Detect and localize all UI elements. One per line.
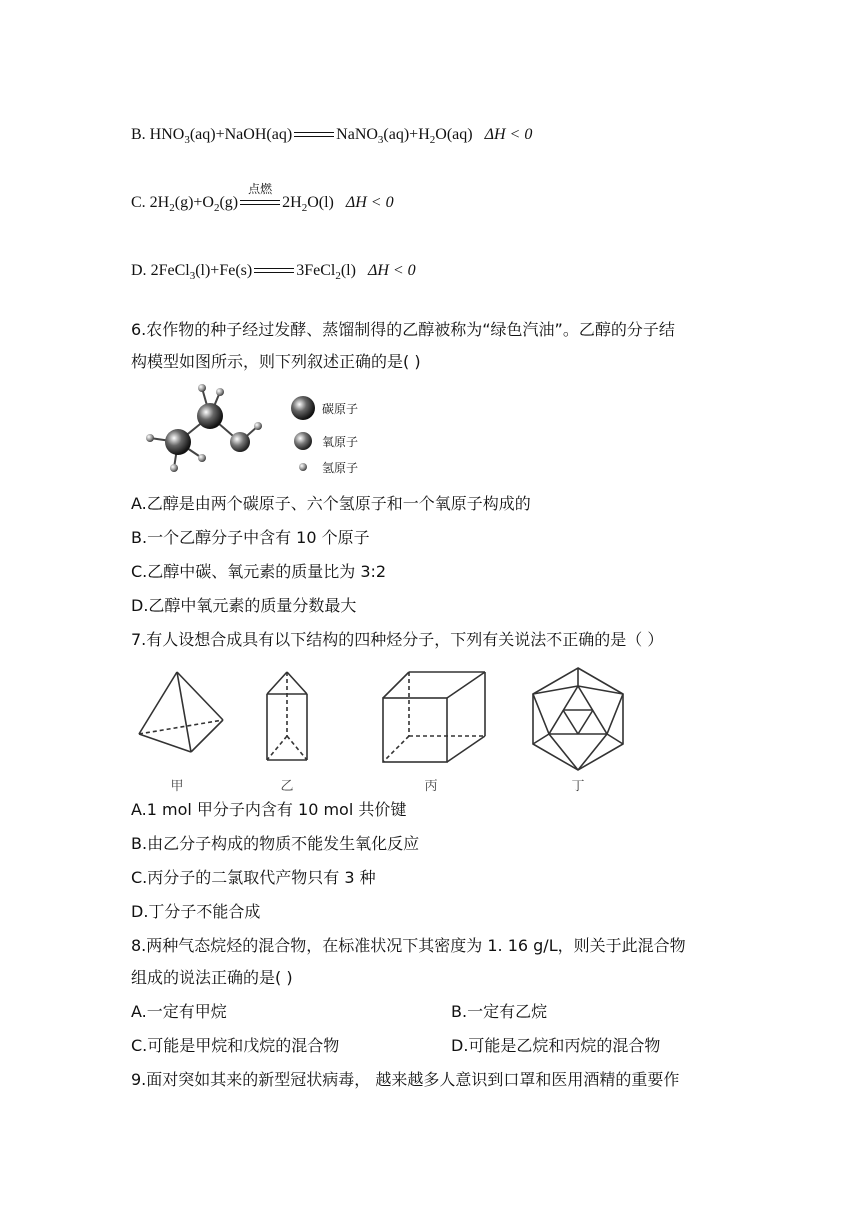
q8-stem-line1: 8.两种气态烷烃的混合物，在标准状况下其密度为 1. 16 g/L，则关于此混合物 xyxy=(131,936,686,955)
prism-structure xyxy=(267,672,307,760)
q7-option-c: C.丙分子的二氯取代产物只有 3 种 xyxy=(131,868,376,887)
q7-option-d: D.丁分子不能合成 xyxy=(131,902,261,921)
equals-arrow xyxy=(254,266,294,276)
carbon-atom xyxy=(165,429,191,455)
q7-option-b: B.由乙分子构成的物质不能发生氧化反应 xyxy=(131,834,420,853)
q6-option-b: B.一个乙醇分子中含有 10 个原子 xyxy=(131,528,370,547)
q7-stem: 7.有人设想合成具有以下结构的四种烃分子，下列有关说法不正确的是（ ） xyxy=(131,630,664,649)
q9-stem-line1: 9.面对突如其来的新型冠状病毒， 越来越多人意识到口罩和医用酒精的重要作 xyxy=(131,1070,680,1089)
icosahedron-structure xyxy=(533,668,623,770)
ethanol-model-figure xyxy=(140,378,380,478)
q8-option-c: C.可能是甲烷和戊烷的混合物 xyxy=(131,1036,340,1055)
oxygen-atom xyxy=(230,432,250,452)
q8-option-d: D.可能是乙烷和丙烷的混合物 xyxy=(451,1036,661,1055)
legend-oxygen-swatch xyxy=(294,432,312,450)
legend-hydrogen-label: 氢原子 xyxy=(322,461,359,475)
equals-arrow xyxy=(294,130,334,140)
q5-option-b: B. $HNO_3(aq)+NaOH(aq)$ $NaNO_3(aq)+H_2O(aq)$ ΔH < 0 xyxy=(131,126,533,146)
q5-option-c: C. $2H_2(g)+O_2(g)$ 点燃 $2H_2O(l)$ ΔH < 0 xyxy=(131,182,394,214)
equals-arrow xyxy=(240,182,280,208)
legend-hydrogen-swatch xyxy=(299,463,307,471)
hydrogen-atom xyxy=(216,388,224,396)
hydrogen-atom xyxy=(198,454,206,462)
label-jia: 甲 xyxy=(170,779,184,794)
legend-oxygen-label: 氧原子 xyxy=(322,435,359,449)
q6-option-d: D.乙醇中氧元素的质量分数最大 xyxy=(131,596,357,615)
label-ding: 丁 xyxy=(571,779,585,794)
hydrogen-atom xyxy=(254,422,262,430)
q6-stem-line2: 构模型如图所示，则下列叙述正确的是( ) xyxy=(131,352,421,371)
legend-carbon-label: 碳原子 xyxy=(322,402,359,416)
tetrahedron-structure xyxy=(139,672,223,752)
q8-option-a: A.一定有甲烷 xyxy=(131,1002,227,1021)
q7-option-a: A.1 mol 甲分子内含有 10 mol 共价键 xyxy=(131,800,407,819)
hydrogen-atom xyxy=(146,434,154,442)
hydrogen-atom xyxy=(198,384,206,392)
hydrogen-atom xyxy=(170,464,178,472)
q8-stem-line2: 组成的说法正确的是( ) xyxy=(131,968,293,987)
q8-option-b: B.一定有乙烷 xyxy=(451,1002,548,1021)
hydrocarbon-structures-figure xyxy=(135,664,635,794)
q6-option-a: A.乙醇是由两个碳原子、六个氢原子和一个氧原子构成的 xyxy=(131,494,531,513)
carbon-atom xyxy=(197,403,223,429)
cube-structure xyxy=(383,672,485,762)
label-bing: 丙 xyxy=(424,779,438,794)
q5-option-d: D. 2FeCl$_3$(l)+Fe(s) 3FeCl$_2$(l) ΔH < 0 xyxy=(131,262,416,282)
reaction-condition: 点燃 xyxy=(248,182,273,197)
label-yi: 乙 xyxy=(280,779,294,794)
q6-stem-line1: 6.农作物的种子经过发酵、蒸馏制得的乙醇被称为“绿色汽油”。乙醇的分子结 xyxy=(131,320,675,339)
legend-carbon-swatch xyxy=(291,396,315,420)
q6-option-c: C.乙醇中碳、氧元素的质量比为 3:2 xyxy=(131,562,387,581)
